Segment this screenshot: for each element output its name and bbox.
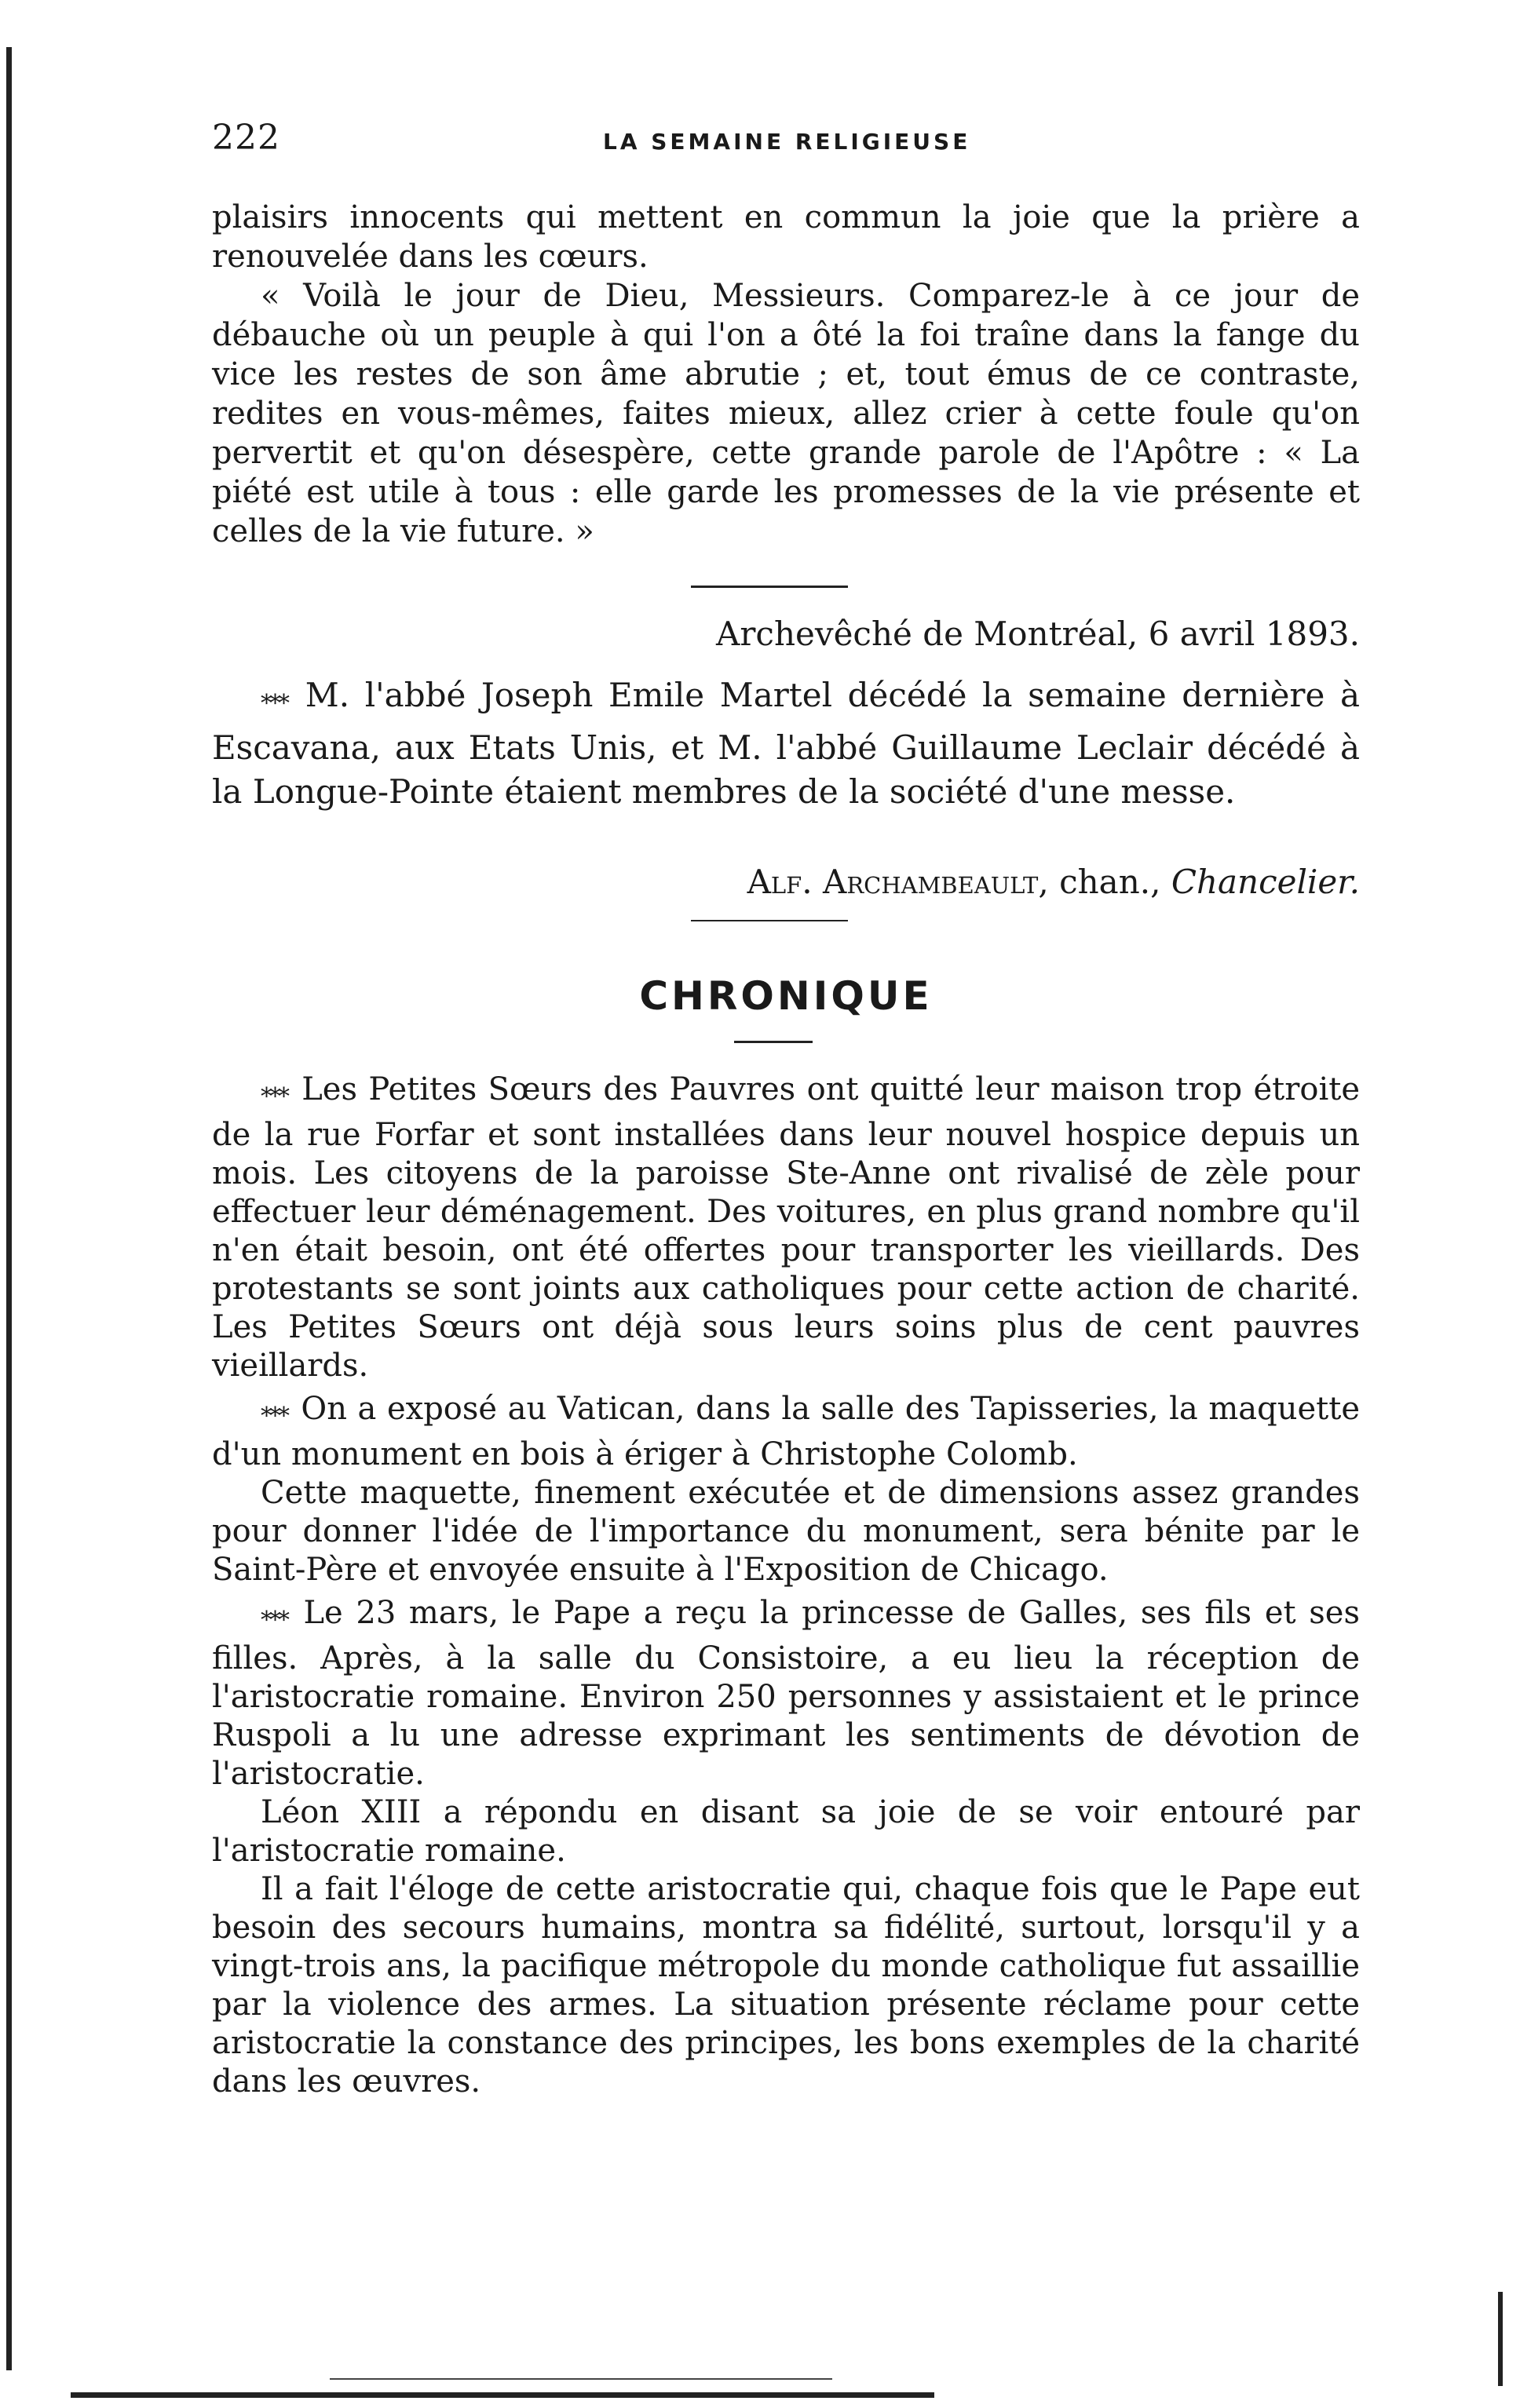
separator-rule-2 xyxy=(691,920,848,921)
obituary-notice xyxy=(212,673,1360,814)
page-number: 222 xyxy=(212,118,280,158)
section-heading: CHRONIQUE xyxy=(639,973,933,1019)
separator-rule xyxy=(691,586,848,588)
chronique-item: Cette maquette, finement exécutée et de dimensions assez grandes pour donner l'idée de l'importance du monument, sera bénite par le Saint-Père et envoyée ensuite à l'Exposition de Chicago. xyxy=(212,1475,1360,1588)
signature-title: , chan., xyxy=(1038,863,1171,901)
chronique-item: *** On a exposé au Vatican, dans la salle des Tapisseries, la maquette d'un monument en bois à ériger à Christophe Colomb. xyxy=(212,1391,1360,1472)
notice-text: M. l'abbé Joseph Emile Martel décédé la semaine dernière à Escavana, aux Etats Unis, et M. l'abbé Guillaume Leclair décédé à la Longue-Pointe étaient membres de la société d'une messe. xyxy=(212,676,1360,811)
page-header xyxy=(212,118,1358,165)
signature-name: Alf. Archambeault xyxy=(747,863,1039,901)
bottom-rule xyxy=(71,2392,934,2398)
chronique-item: Léon XIII a répondu en disant sa joie de se voir entouré par l'aristocratie romaine. xyxy=(212,1794,1360,1869)
running-title: LA SEMAINE RELIGIEUSE xyxy=(603,129,971,155)
paragraph-continued: plaisirs innocents qui mettent en commun la joie que la prière a renouvelée dans les cœurs. xyxy=(212,199,1360,275)
paragraph-quote: « Voilà le jour de Dieu, Messieurs. Comparez-le à ce jour de débauche où un peuple à qui l'on a ôté la foi traîne dans la fange du vice les restes de son âme abrutie ; et, tout émus de ce contraste, redites en vous-mêmes, faites mieux, allez crier à cette foule qu'on pervertit et qu'on désespère, cette grande parole de l'Apôtre : « La piété est utile à tous : elle garde les promesses de la vie présente et celles de la vie future. » xyxy=(212,278,1360,549)
signature xyxy=(212,862,1360,903)
page-edge-left xyxy=(6,47,12,2370)
bottom-rule-thin xyxy=(330,2378,832,2380)
signature-role: Chancelier. xyxy=(1171,863,1360,901)
asterism-icon: *** xyxy=(261,1403,292,1430)
asterism-icon: *** xyxy=(261,1083,293,1111)
asterism-icon: *** xyxy=(261,1607,294,1634)
heading-underline xyxy=(734,1041,813,1043)
asterism-icon: *** xyxy=(261,690,296,717)
chronique-item: Il a fait l'éloge de cette aristocratie qui, chaque fois que le Pape eut besoin des secours humains, montra sa fidélité, surtout, lorsqu'il y a vingt-trois ans, la pacifique métropole du monde catholique fut assaillie par la violence des armes. La situation présente réclame pour cette aristocratie la constance des principes, les bons exemples de la charité dans les œuvres. xyxy=(212,1871,1360,2100)
chronique-item: *** Les Petites Sœurs des Pauvres ont quitté leur maison trop étroite de la rue Forfar et sont installées dans leur nouvel hospice depuis un mois. Les citoyens de la paroisse Ste-Anne ont rivalisé de zèle pour effectuer leur déménagement. Des voitures, en plus grand nombre qu'il n'en était besoin, ont été offertes pour transporter les vieillards. Des protestants se sont joints aux catholiques pour cette action de charité. Les Petites Sœurs ont déjà sous leurs soins plus de cent pauvres vieillards. xyxy=(212,1071,1360,1384)
page-edge-right xyxy=(1498,2292,1503,2386)
top-text-block xyxy=(212,198,1360,551)
chronique-item: *** Le 23 mars, le Pape a reçu la princesse de Galles, ses fils et ses filles. Après, à la salle du Consistoire, a eu lieu la réception de l'aristocratie romaine. Environ 250 personnes y assistaient et le prince Ruspoli a lu une adresse exprimant les sentiments de dévotion de l'aristocratie. xyxy=(212,1595,1360,1792)
chronique-block xyxy=(212,1071,1360,2101)
dateline: Archevêché de Montréal, 6 avril 1893. xyxy=(716,615,1360,653)
